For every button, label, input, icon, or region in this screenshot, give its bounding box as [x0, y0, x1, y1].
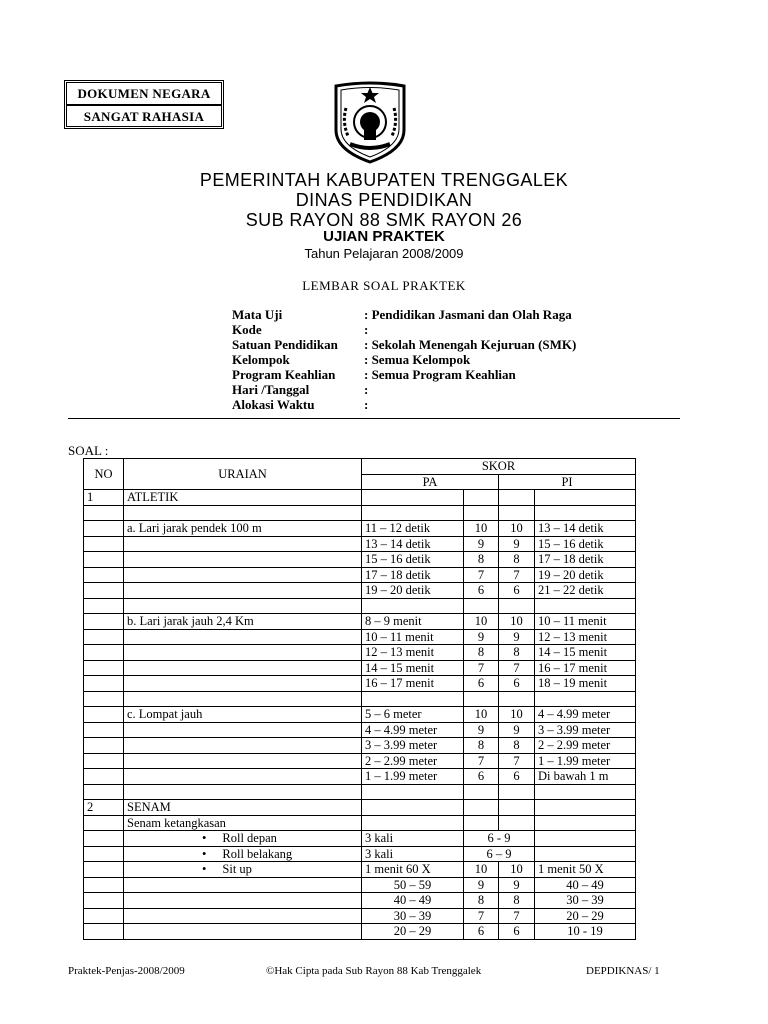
header-no: NO — [84, 459, 124, 490]
cell-pa-score — [464, 815, 499, 831]
cell-uraian: b. Lari jarak jauh 2,4 Km — [124, 614, 362, 630]
cell-uraian — [124, 738, 362, 754]
cell-pi-range: 15 – 16 detik — [535, 536, 636, 552]
cell-no — [84, 567, 124, 583]
table-row — [84, 769, 636, 785]
cell-pa-range: 3 kali — [362, 846, 464, 862]
info-value: : Sekolah Menengah Kejuruan (SMK) — [364, 337, 577, 352]
cell-pi-range: 16 – 17 menit — [535, 660, 636, 676]
cell-pa-range — [362, 691, 464, 707]
cell-no: 1 — [84, 490, 124, 506]
cell-uraian — [124, 924, 362, 940]
table-row — [84, 877, 636, 893]
cell-pi-range: 18 – 19 menit — [535, 676, 636, 692]
cell-pa-score: 9 — [464, 722, 499, 738]
cell-pi-range: 4 – 4.99 meter — [535, 707, 636, 723]
soal-label: SOAL : — [68, 443, 109, 458]
cell-no — [84, 660, 124, 676]
table-row — [84, 614, 636, 630]
cell-no — [84, 784, 124, 800]
footer-right: DEPDIKNAS/ 1 — [586, 965, 660, 977]
cell-uraian: a. Lari jarak pendek 100 m — [124, 521, 362, 537]
divider — [68, 418, 680, 419]
cell-pa-score: 9 — [464, 877, 499, 893]
cell-pi-score: 6 — [499, 924, 535, 940]
cell-no — [84, 924, 124, 940]
info-value: : Pendidikan Jasmani dan Olah Raga — [364, 307, 572, 322]
cell-pa-score — [464, 800, 499, 816]
rayon-title: SUB RAYON 88 SMK RAYON 26 — [245, 210, 523, 230]
cell-pa-score: 8 — [464, 738, 499, 754]
cell-uraian — [124, 645, 362, 661]
cell-pa-range: 3 kali — [362, 831, 464, 847]
cell-pa-range: 1 menit 60 X — [362, 862, 464, 878]
header-pa: PA — [362, 474, 499, 490]
stamp-line-2: SANGAT RAHASIA — [83, 109, 205, 124]
cell-score: 6 - 9 — [464, 831, 535, 847]
table-row — [84, 536, 636, 552]
cell-pa-range: 16 – 17 menit — [362, 676, 464, 692]
bullet-icon: • — [202, 846, 207, 861]
cell-uraian — [124, 505, 362, 521]
cell-pi-score: 6 — [499, 769, 535, 785]
table-row — [84, 629, 636, 645]
cell-score: 6 – 9 — [464, 846, 535, 862]
cell-pi-range: 10 - 19 — [535, 924, 636, 940]
cell-no — [84, 614, 124, 630]
table-row — [84, 490, 636, 506]
cell-uraian — [124, 877, 362, 893]
info-value: : — [364, 397, 369, 412]
cell-pa-score: 6 — [464, 583, 499, 599]
cell-uraian: SENAM — [124, 800, 362, 816]
cell-no — [84, 645, 124, 661]
info-label: Alokasi Waktu — [232, 397, 315, 412]
cell-pa-range — [362, 815, 464, 831]
cell-pa-range — [362, 505, 464, 521]
cell-pa-range: 20 – 29 — [362, 924, 464, 940]
cell-pa-score — [464, 691, 499, 707]
cell-pa-score: 8 — [464, 893, 499, 909]
footer-center: ©Hak Cipta pada Sub Rayon 88 Kab Trenggalek — [266, 965, 482, 977]
table-row — [84, 660, 636, 676]
cell-pa-range: 15 – 16 detik — [362, 552, 464, 568]
cell-pa-range: 3 – 3.99 meter — [362, 738, 464, 754]
table-row — [84, 800, 636, 816]
table-row — [84, 862, 636, 878]
cell-pa-score: 9 — [464, 536, 499, 552]
cell-pa-range: 14 – 15 menit — [362, 660, 464, 676]
stamp-line-1: DOKUMEN NEGARA — [67, 83, 221, 106]
cell-pi-range — [535, 846, 636, 862]
item-label: Roll depan — [222, 831, 277, 846]
cell-pi-score: 8 — [499, 552, 535, 568]
cell-no: 2 — [84, 800, 124, 816]
cell-pi-range: 20 – 29 — [535, 908, 636, 924]
cell-no — [84, 521, 124, 537]
cell-pa-range: 17 – 18 detik — [362, 567, 464, 583]
table-row — [84, 676, 636, 692]
cell-pa-range: 1 – 1.99 meter — [362, 769, 464, 785]
cell-pa-score: 7 — [464, 753, 499, 769]
cell-pa-score: 7 — [464, 908, 499, 924]
table-row — [84, 893, 636, 909]
cell-pi-range — [535, 815, 636, 831]
header-skor: SKOR — [362, 459, 636, 475]
cell-pa-score: 6 — [464, 924, 499, 940]
cell-pa-range — [362, 598, 464, 614]
header-uraian: URAIAN — [124, 459, 362, 490]
cell-no — [84, 583, 124, 599]
cell-pa-score — [464, 784, 499, 800]
cell-pi-score: 10 — [499, 521, 535, 537]
header-pi: PI — [499, 474, 636, 490]
cell-no — [84, 598, 124, 614]
cell-pi-score: 6 — [499, 676, 535, 692]
cell-pi-score: 7 — [499, 567, 535, 583]
cell-pi-range: 12 – 13 menit — [535, 629, 636, 645]
cell-uraian: c. Lompat jauh — [124, 707, 362, 723]
cell-pi-range: 13 – 14 detik — [535, 521, 636, 537]
cell-pi-score: 9 — [499, 722, 535, 738]
cell-pa-score: 10 — [464, 707, 499, 723]
cell-pi-range: 30 – 39 — [535, 893, 636, 909]
cell-pi-score: 8 — [499, 738, 535, 754]
cell-pa-score: 6 — [464, 676, 499, 692]
cell-pi-score: 7 — [499, 660, 535, 676]
cell-no — [84, 629, 124, 645]
cell-pi-score: 10 — [499, 862, 535, 878]
score-table — [83, 458, 636, 940]
item-label: Roll belakang — [222, 846, 293, 861]
cell-pa-score — [464, 598, 499, 614]
item-label: Sit up — [222, 862, 252, 877]
cell-uraian: Senam ketangkasan — [124, 815, 362, 831]
cell-pa-score: 10 — [464, 521, 499, 537]
cell-no — [84, 536, 124, 552]
cell-no — [84, 877, 124, 893]
table-row — [84, 924, 636, 940]
cell-pi-score — [499, 784, 535, 800]
exam-title: UJIAN PRAKTEK — [323, 228, 445, 245]
cell-pa-score: 7 — [464, 567, 499, 583]
cell-pa-score: 7 — [464, 660, 499, 676]
cell-pa-range: 19 – 20 detik — [362, 583, 464, 599]
cell-uraian — [124, 552, 362, 568]
agency-title: DINAS PENDIDIKAN — [295, 190, 473, 210]
cell-pi-range: 19 – 20 detik — [535, 567, 636, 583]
table-row — [84, 552, 636, 568]
cell-pa-score: 10 — [464, 862, 499, 878]
cell-no — [84, 738, 124, 754]
cell-no — [84, 552, 124, 568]
cell-pa-score: 8 — [464, 552, 499, 568]
cell-pa-score: 9 — [464, 629, 499, 645]
cell-no — [84, 908, 124, 924]
table-row — [84, 505, 636, 521]
cell-pi-range: 21 – 22 detik — [535, 583, 636, 599]
cell-pa-score: 6 — [464, 769, 499, 785]
cell-no — [84, 691, 124, 707]
cell-pi-range: 10 – 11 menit — [535, 614, 636, 630]
cell-no — [84, 753, 124, 769]
cell-pa-range — [362, 800, 464, 816]
table-row — [84, 784, 636, 800]
cell-pi-range — [535, 831, 636, 847]
cell-no — [84, 505, 124, 521]
cell-pi-range: Di bawah 1 m — [535, 769, 636, 785]
table-row — [84, 722, 636, 738]
cell-no — [84, 676, 124, 692]
classification-stamp — [64, 80, 224, 129]
cell-no — [84, 722, 124, 738]
cell-pi-score: 9 — [499, 629, 535, 645]
table-row — [84, 753, 636, 769]
cell-uraian — [124, 660, 362, 676]
table-row — [84, 831, 636, 847]
cell-pa-range — [362, 490, 464, 506]
info-label: Kelompok — [232, 352, 290, 367]
info-label: Satuan Pendidikan — [232, 337, 338, 352]
cell-uraian — [124, 567, 362, 583]
cell-uraian — [124, 583, 362, 599]
table-row — [84, 908, 636, 924]
cell-pi-range — [535, 490, 636, 506]
table-row — [84, 598, 636, 614]
cell-pi-score: 7 — [499, 908, 535, 924]
cell-pa-range: 2 – 2.99 meter — [362, 753, 464, 769]
table-row — [84, 691, 636, 707]
gov-title: PEMERINTAH KABUPATEN TRENGGALEK — [199, 170, 569, 190]
table-row — [84, 846, 636, 862]
cell-pi-range — [535, 784, 636, 800]
cell-pi-range: 17 – 18 detik — [535, 552, 636, 568]
cell-uraian — [124, 691, 362, 707]
cell-uraian — [124, 722, 362, 738]
emblem-icon — [330, 78, 410, 166]
cell-uraian — [124, 536, 362, 552]
cell-pi-range: 1 menit 50 X — [535, 862, 636, 878]
cell-pa-range: 40 – 49 — [362, 893, 464, 909]
cell-pa-range: 13 – 14 detik — [362, 536, 464, 552]
table-row — [84, 521, 636, 537]
cell-pa-score — [464, 490, 499, 506]
cell-pa-score: 8 — [464, 645, 499, 661]
cell-pi-range: 14 – 15 menit — [535, 645, 636, 661]
bullet-icon: • — [202, 831, 207, 846]
info-label: Program Keahlian — [232, 367, 336, 382]
bullet-icon: • — [202, 862, 207, 877]
cell-pa-range: 5 – 6 meter — [362, 707, 464, 723]
cell-pi-range: 2 – 2.99 meter — [535, 738, 636, 754]
cell-uraian — [124, 893, 362, 909]
info-value: : Semua Kelompok — [364, 352, 471, 367]
cell-pa-score: 10 — [464, 614, 499, 630]
cell-uraian — [124, 676, 362, 692]
cell-uraian: ATLETIK — [124, 490, 362, 506]
cell-pa-range: 12 – 13 menit — [362, 645, 464, 661]
cell-pi-score: 6 — [499, 583, 535, 599]
cell-uraian — [124, 831, 362, 847]
cell-no — [84, 831, 124, 847]
info-label: Kode — [232, 322, 262, 337]
cell-uraian — [124, 784, 362, 800]
cell-pi-range: 1 – 1.99 meter — [535, 753, 636, 769]
cell-uraian — [124, 753, 362, 769]
cell-uraian — [124, 769, 362, 785]
cell-pi-score: 8 — [499, 645, 535, 661]
cell-pa-range: 11 – 12 detik — [362, 521, 464, 537]
cell-pi-range — [535, 691, 636, 707]
cell-pi-score — [499, 800, 535, 816]
cell-pa-score — [464, 505, 499, 521]
cell-pi-score: 8 — [499, 893, 535, 909]
cell-pa-range: 30 – 39 — [362, 908, 464, 924]
cell-pi-score — [499, 815, 535, 831]
cell-no — [84, 893, 124, 909]
cell-no — [84, 846, 124, 862]
cell-pa-range: 8 – 9 menit — [362, 614, 464, 630]
cell-pa-range: 10 – 11 menit — [362, 629, 464, 645]
academic-year: Tahun Pelajaran 2008/2009 — [304, 246, 464, 261]
cell-pi-score: 9 — [499, 536, 535, 552]
cell-pi-range: 40 – 49 — [535, 877, 636, 893]
table-row — [84, 583, 636, 599]
table-row — [84, 815, 636, 831]
cell-pi-score — [499, 691, 535, 707]
cell-uraian — [124, 908, 362, 924]
info-label: Hari /Tanggal — [232, 382, 310, 397]
table-row — [84, 738, 636, 754]
cell-pa-range — [362, 784, 464, 800]
cell-pi-range: 3 – 3.99 meter — [535, 722, 636, 738]
info-value: : — [364, 322, 369, 337]
sheet-title: LEMBAR SOAL PRAKTEK — [302, 278, 466, 293]
cell-uraian — [124, 629, 362, 645]
info-value: : — [364, 382, 369, 397]
footer-left: Praktek-Penjas-2008/2009 — [68, 965, 185, 977]
table-row — [84, 645, 636, 661]
cell-pi-score — [499, 598, 535, 614]
cell-uraian — [124, 846, 362, 862]
cell-pi-score: 10 — [499, 614, 535, 630]
cell-pi-range — [535, 800, 636, 816]
cell-pi-score: 10 — [499, 707, 535, 723]
table-header-row — [84, 459, 636, 475]
cell-pi-score — [499, 490, 535, 506]
cell-uraian — [124, 598, 362, 614]
cell-pi-score — [499, 505, 535, 521]
cell-no — [84, 769, 124, 785]
cell-pa-range: 4 – 4.99 meter — [362, 722, 464, 738]
cell-pi-score: 7 — [499, 753, 535, 769]
table-row — [84, 567, 636, 583]
cell-pi-score: 9 — [499, 877, 535, 893]
cell-pa-range: 50 – 59 — [362, 877, 464, 893]
cell-pi-range — [535, 505, 636, 521]
info-label: Mata Uji — [232, 307, 283, 322]
table-row — [84, 707, 636, 723]
cell-no — [84, 862, 124, 878]
cell-uraian — [124, 862, 362, 878]
cell-no — [84, 707, 124, 723]
cell-no — [84, 815, 124, 831]
cell-pi-range — [535, 598, 636, 614]
info-value: : Semua Program Keahlian — [364, 367, 516, 382]
